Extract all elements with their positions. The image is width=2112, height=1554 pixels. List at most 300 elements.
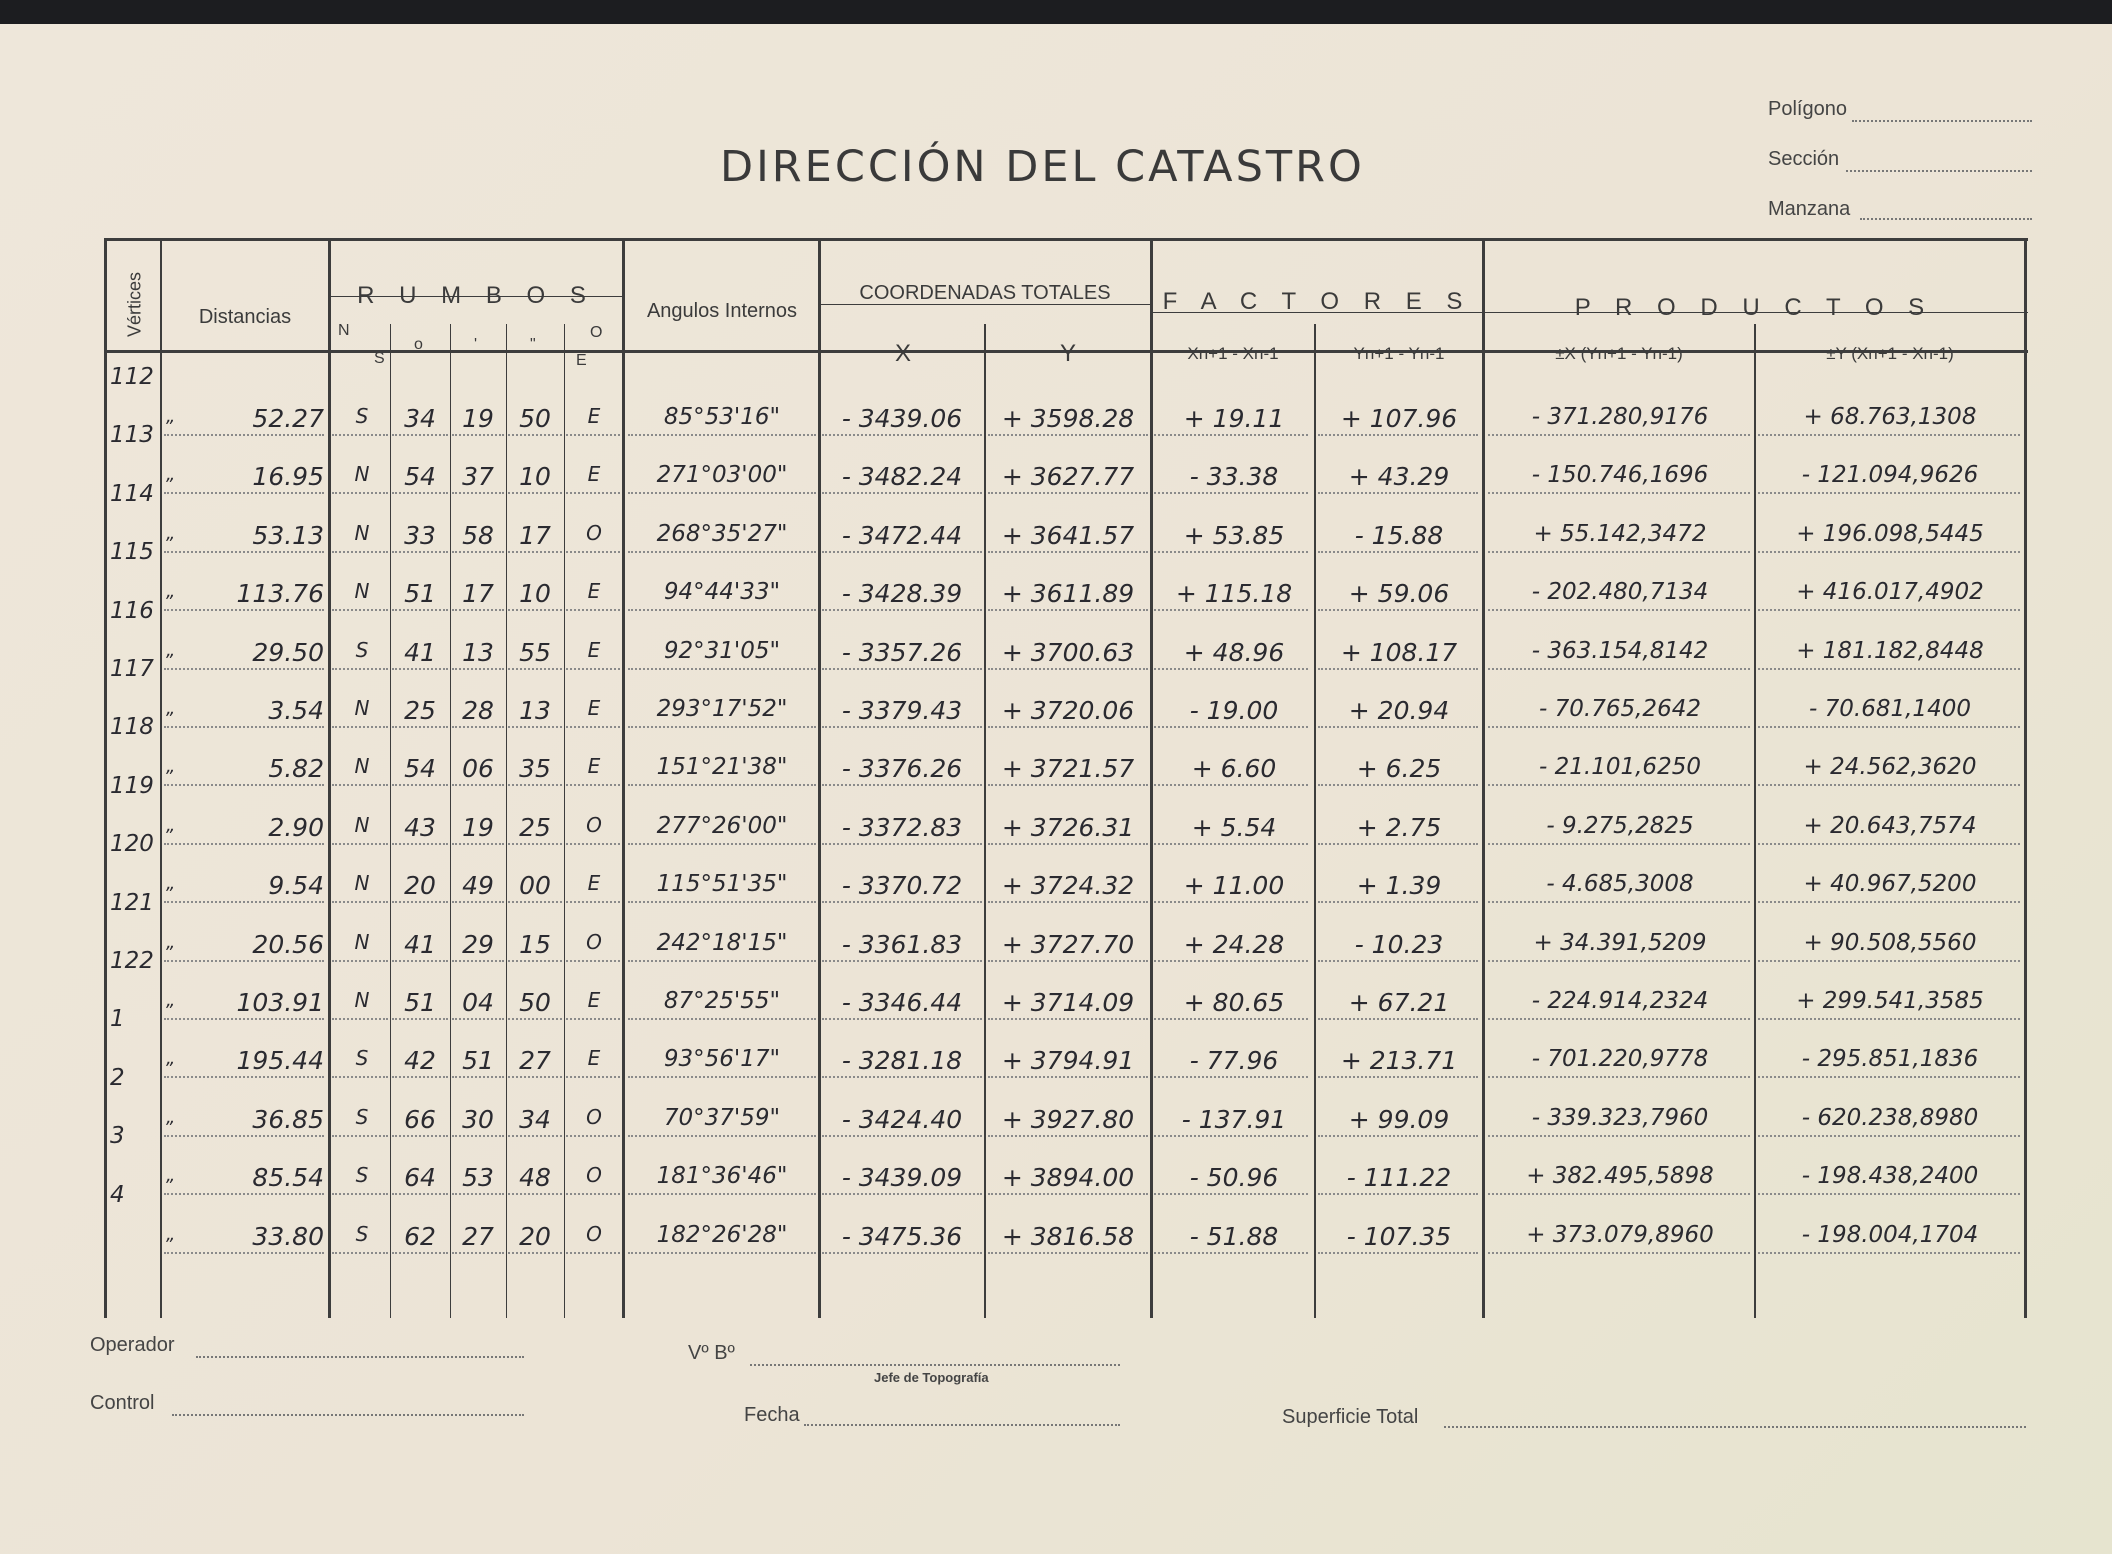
row-dotted-line <box>164 726 324 728</box>
row-dotted-line <box>822 668 982 670</box>
ditto-mark: „ <box>166 931 176 953</box>
row-dotted-line <box>332 784 388 786</box>
vertex-label: 4 <box>110 1181 125 1208</box>
row-dotted-line <box>332 1135 388 1137</box>
rumbos-deg: o <box>414 336 423 353</box>
vertex-label: 118 <box>110 714 154 741</box>
row-dotted-line <box>1154 1193 1308 1195</box>
cell-min: 58 <box>462 520 494 550</box>
cell-y: + 3727.70 <box>1001 929 1135 959</box>
cell-sec: 10 <box>519 462 551 492</box>
cell-fx: + 11.00 <box>1183 871 1285 901</box>
row-dotted-line <box>566 1135 620 1137</box>
row-dotted-line <box>566 901 620 903</box>
row-dotted-line <box>1758 901 2020 903</box>
cell-fx: - 77.96 <box>1189 1046 1279 1076</box>
ditto-mark: „ <box>166 639 176 661</box>
row-dotted-line <box>508 551 562 553</box>
col-line <box>984 324 986 1318</box>
rumbos-sec: " <box>530 336 536 353</box>
cell-dist: 103.91 <box>236 988 324 1017</box>
vertex-label: 1 <box>110 1006 125 1033</box>
row-dotted-line <box>508 901 562 903</box>
cell-py: + 40.967,5200 <box>1803 871 1977 898</box>
vertex-label: 116 <box>110 597 154 624</box>
row-dotted-line <box>822 609 982 611</box>
cell-x: - 3439.06 <box>841 404 963 433</box>
cell-deg: 51 <box>404 579 436 609</box>
row-dotted-line <box>566 492 620 494</box>
cell-x: - 3428.39 <box>841 579 963 609</box>
vertices-header-text: Vértices <box>124 271 145 338</box>
row-dotted-line <box>508 1076 562 1078</box>
cell-x: - 3376.26 <box>841 754 963 784</box>
row-dotted-line <box>1488 1252 1750 1254</box>
vertex-label: 117 <box>110 656 154 682</box>
row-dotted-line <box>452 960 504 962</box>
ditto-mark: „ <box>166 1165 176 1187</box>
cell-fx: + 48.96 <box>1183 637 1285 667</box>
row-dotted-line <box>1154 784 1308 786</box>
cell-x: - 3281.18 <box>841 1046 963 1076</box>
cell-fx: - 50.96 <box>1189 1163 1279 1193</box>
cell-deg: 42 <box>404 1046 436 1076</box>
cell-x: - 3346.44 <box>841 988 963 1017</box>
row-dotted-line <box>332 1018 388 1020</box>
row-dotted-line <box>452 1193 504 1195</box>
cell-fy: - 111.22 <box>1346 1163 1452 1193</box>
cell-fx: + 115.18 <box>1175 579 1293 609</box>
row-dotted-line <box>164 434 324 436</box>
cell-min: 13 <box>462 637 494 667</box>
row-dotted-line <box>452 1076 504 1078</box>
row-dotted-line <box>988 843 1148 845</box>
cell-fy: - 10.23 <box>1354 929 1444 959</box>
row-dotted-line <box>1758 960 2020 962</box>
vertex-label: 112 <box>110 364 154 390</box>
cell-ns: N <box>354 520 370 545</box>
cell-min: 29 <box>462 929 494 959</box>
row-dotted-line <box>392 1193 448 1195</box>
row-dotted-line <box>1488 784 1750 786</box>
row-dotted-line <box>1758 784 2020 786</box>
row-dotted-line <box>822 1252 982 1254</box>
row-dotted-line <box>452 1135 504 1137</box>
col-line <box>506 324 507 1318</box>
py-header: ±Y (Xn+1 - Xn-1) <box>1826 344 1954 363</box>
cell-oe: E <box>587 462 601 487</box>
row-dotted-line <box>164 668 324 670</box>
cell-fy: - 107.35 <box>1346 1221 1452 1251</box>
cell-sec: 50 <box>519 988 551 1017</box>
row-dotted-line <box>1488 551 1750 553</box>
cell-min: 49 <box>462 871 494 901</box>
cell-min: 19 <box>462 404 494 433</box>
row-dotted-line <box>988 492 1148 494</box>
row-dotted-line <box>1758 1076 2020 1078</box>
cell-angle: 181°36'46" <box>656 1163 788 1190</box>
row-dotted-line <box>566 609 620 611</box>
cell-ns: N <box>354 812 370 837</box>
cell-oe: E <box>587 696 601 720</box>
cell-angle: 94°44'33" <box>663 579 781 606</box>
cell-px: - 701.220,9778 <box>1531 1046 1709 1073</box>
row-dotted-line <box>164 609 324 611</box>
row-dotted-line <box>822 434 982 436</box>
row-dotted-line <box>1318 784 1478 786</box>
cell-py: + 68.763,1308 <box>1803 404 1977 430</box>
row-dotted-line <box>392 551 448 553</box>
cell-px: - 363.154,8142 <box>1531 637 1709 664</box>
cell-dist: 5.82 <box>268 754 324 784</box>
row-dotted-line <box>1488 1076 1750 1078</box>
cell-angle: 85°53'16" <box>663 404 781 430</box>
ditto-mark: „ <box>166 522 176 544</box>
cell-sec: 27 <box>519 1046 551 1076</box>
rumbos-e: E <box>576 352 587 369</box>
cell-oe: O <box>586 1104 602 1129</box>
row-dotted-line <box>628 1193 816 1195</box>
fx-header: Xn+1 - Xn-1 <box>1187 344 1279 363</box>
row-dotted-line <box>332 492 388 494</box>
row-dotted-line <box>452 843 504 845</box>
cell-sec: 34 <box>519 1104 551 1134</box>
row-dotted-line <box>1318 1076 1478 1078</box>
row-dotted-line <box>988 609 1148 611</box>
row-dotted-line <box>1318 726 1478 728</box>
row-dotted-line <box>392 960 448 962</box>
cell-px: - 224.914,2324 <box>1531 988 1709 1014</box>
row-dotted-line <box>508 960 562 962</box>
cell-sec: 55 <box>519 637 551 667</box>
row-dotted-line <box>822 843 982 845</box>
row-dotted-line <box>628 960 816 962</box>
cell-fy: + 59.06 <box>1348 579 1450 609</box>
cell-oe: O <box>586 520 602 545</box>
row-dotted-line <box>392 901 448 903</box>
cell-fy: - 15.88 <box>1354 520 1444 550</box>
fy-header: Yn+1 - Yn-1 <box>1353 344 1445 363</box>
cell-angle: 182°26'28" <box>656 1221 788 1248</box>
row-dotted-line <box>1758 726 2020 728</box>
row-dotted-line <box>822 784 982 786</box>
productos-header: P R O D U C T O S <box>1574 294 1934 321</box>
row-dotted-line <box>1758 609 2020 611</box>
row-dotted-line <box>164 960 324 962</box>
cell-sec: 20 <box>519 1221 551 1251</box>
col-line <box>104 238 107 1318</box>
row-dotted-line <box>164 1076 324 1078</box>
cell-deg: 64 <box>404 1163 436 1193</box>
cell-fy: + 1.39 <box>1356 871 1442 901</box>
row-dotted-line <box>628 1252 816 1254</box>
row-dotted-line <box>822 1193 982 1195</box>
cell-y: + 3598.28 <box>1001 404 1135 433</box>
cell-x: - 3439.09 <box>841 1163 963 1193</box>
cell-px: - 202.480,7134 <box>1531 579 1709 606</box>
cell-py: + 181.182,8448 <box>1796 637 1984 664</box>
row-dotted-line <box>1488 901 1750 903</box>
col-line <box>160 238 162 1318</box>
poligono-field <box>1852 120 2032 122</box>
cell-dist: 16.95 <box>252 462 324 492</box>
row-dotted-line <box>508 1193 562 1195</box>
cell-oe: E <box>587 988 601 1012</box>
row-dotted-line <box>1758 668 2020 670</box>
cell-py: + 299.541,3585 <box>1796 988 1984 1014</box>
row-dotted-line <box>1758 434 2020 436</box>
cell-sec: 10 <box>519 579 551 609</box>
row-dotted-line <box>628 1076 816 1078</box>
row-dotted-line <box>508 1135 562 1137</box>
row-dotted-line <box>1318 960 1478 962</box>
cell-oe: E <box>587 754 601 779</box>
row-dotted-line <box>164 843 324 845</box>
row-dotted-line <box>566 1076 620 1078</box>
fecha-label: Fecha <box>744 1404 800 1426</box>
row-dotted-line <box>332 1076 388 1078</box>
cell-sec: 48 <box>519 1163 551 1193</box>
ditto-mark: „ <box>166 756 176 778</box>
cell-py: + 416.017,4902 <box>1796 579 1984 606</box>
cell-py: - 70.681,1400 <box>1809 696 1971 722</box>
cell-fx: - 33.38 <box>1189 462 1279 492</box>
rumbos-o: O <box>590 324 603 341</box>
col-line <box>2024 238 2027 1318</box>
row-dotted-line <box>1758 1018 2020 1020</box>
row-dotted-line <box>1154 1076 1308 1078</box>
operador-label: Operador <box>90 1334 175 1356</box>
cell-oe: O <box>586 1221 602 1246</box>
row-dotted-line <box>628 1135 816 1137</box>
row-dotted-line <box>1488 434 1750 436</box>
cell-ns: N <box>354 462 370 487</box>
row-dotted-line <box>1154 609 1308 611</box>
cell-deg: 41 <box>404 929 436 959</box>
cell-y: + 3641.57 <box>1001 520 1135 550</box>
vertex-label: 113 <box>110 422 154 449</box>
px-header: ±X (Yn+1 - Yn-1) <box>1555 344 1683 363</box>
row-dotted-line <box>164 551 324 553</box>
rumbos-header: R U M B O S <box>357 282 595 309</box>
row-dotted-line <box>392 668 448 670</box>
cell-x: - 3361.83 <box>841 929 963 959</box>
row-dotted-line <box>822 1076 982 1078</box>
row-dotted-line <box>508 609 562 611</box>
cell-py: + 24.562,3620 <box>1803 754 1977 781</box>
row-dotted-line <box>1318 609 1478 611</box>
row-dotted-line <box>452 609 504 611</box>
cell-px: - 4.685,3008 <box>1546 871 1694 898</box>
row-dotted-line <box>164 784 324 786</box>
row-dotted-line <box>164 1252 324 1254</box>
row-dotted-line <box>988 726 1148 728</box>
row-dotted-line <box>628 726 816 728</box>
row-dotted-line <box>1154 492 1308 494</box>
row-dotted-line <box>628 668 816 670</box>
control-field <box>172 1414 524 1416</box>
row-dotted-line <box>822 960 982 962</box>
cell-ns: S <box>355 1046 369 1071</box>
row-dotted-line <box>1154 843 1308 845</box>
row-dotted-line <box>822 1018 982 1020</box>
cell-min: 19 <box>462 812 494 842</box>
row-dotted-line <box>508 1018 562 1020</box>
row-dotted-line <box>1758 1135 2020 1137</box>
row-dotted-line <box>392 1135 448 1137</box>
cell-px: - 21.101,6250 <box>1539 754 1701 781</box>
cell-oe: E <box>587 1046 601 1071</box>
col-line <box>818 238 821 1318</box>
row-dotted-line <box>1318 1135 1478 1137</box>
row-dotted-line <box>452 1252 504 1254</box>
cell-oe: E <box>587 579 601 604</box>
cell-ns: S <box>355 1221 369 1246</box>
ditto-mark: „ <box>166 1106 176 1128</box>
row-dotted-line <box>822 726 982 728</box>
row-dotted-line <box>1154 668 1308 670</box>
row-dotted-line <box>508 843 562 845</box>
vobo-field <box>750 1364 1120 1366</box>
row-dotted-line <box>988 551 1148 553</box>
ditto-mark: „ <box>166 406 176 427</box>
cell-min: 51 <box>462 1046 494 1076</box>
cell-y: + 3927.80 <box>1001 1104 1135 1134</box>
row-dotted-line <box>164 1018 324 1020</box>
cell-dist: 3.54 <box>268 696 324 725</box>
row-dotted-line <box>566 668 620 670</box>
row-dotted-line <box>1318 843 1478 845</box>
row-dotted-line <box>332 434 388 436</box>
row-dotted-line <box>1488 843 1750 845</box>
cell-ns: N <box>354 871 370 896</box>
row-dotted-line <box>332 609 388 611</box>
cell-y: + 3726.31 <box>1001 812 1135 842</box>
factores-header: F A C T O R E S <box>1162 288 1472 315</box>
cell-dist: 29.50 <box>252 637 324 667</box>
row-dotted-line <box>1154 960 1308 962</box>
seccion-field <box>1846 170 2032 172</box>
cell-fx: + 24.28 <box>1183 929 1285 959</box>
cell-x: - 3357.26 <box>841 637 963 667</box>
cell-ns: N <box>354 754 370 779</box>
superficie-field <box>1444 1426 2026 1428</box>
cell-sec: 15 <box>519 929 551 959</box>
cell-py: - 121.094,9626 <box>1801 462 1979 489</box>
cell-y: + 3724.32 <box>1001 871 1135 901</box>
vertex-label: 115 <box>110 539 154 566</box>
cell-dist: 195.44 <box>236 1046 324 1076</box>
poligono-label: Polígono <box>1768 98 1847 120</box>
row-dotted-line <box>1318 492 1478 494</box>
row-dotted-line <box>1488 492 1750 494</box>
row-dotted-line <box>1318 1018 1478 1020</box>
cell-fx: + 19.11 <box>1183 404 1285 433</box>
fecha-field <box>804 1424 1120 1426</box>
cell-sec: 00 <box>519 871 551 901</box>
row-dotted-line <box>392 726 448 728</box>
row-dotted-line <box>628 492 816 494</box>
cell-fx: + 5.54 <box>1191 812 1277 842</box>
cell-oe: O <box>586 1163 602 1188</box>
row-dotted-line <box>566 1018 620 1020</box>
cell-deg: 54 <box>404 462 436 492</box>
col-line <box>328 238 331 1318</box>
cell-py: - 620.238,8980 <box>1801 1104 1979 1131</box>
row-dotted-line <box>392 492 448 494</box>
cell-x: - 3370.72 <box>841 871 963 901</box>
row-dotted-line <box>1318 434 1478 436</box>
cell-py: - 295.851,1836 <box>1801 1046 1979 1073</box>
cell-oe: E <box>587 871 601 896</box>
cell-y: + 3700.63 <box>1001 637 1135 667</box>
jefe-label: Jefe de Topografía <box>874 1370 989 1385</box>
cell-py: - 198.438,2400 <box>1801 1163 1979 1190</box>
cell-angle: 242°18'15" <box>656 929 788 956</box>
row-dotted-line <box>1154 1135 1308 1137</box>
row-dotted-line <box>332 843 388 845</box>
row-dotted-line <box>1154 434 1308 436</box>
cell-min: 37 <box>462 462 494 492</box>
row-dotted-line <box>1318 668 1478 670</box>
cell-oe: O <box>586 929 602 954</box>
cell-oe: E <box>587 637 601 662</box>
cell-min: 53 <box>462 1163 494 1193</box>
cell-y: + 3720.06 <box>1001 696 1135 725</box>
cell-angle: 87°25'55" <box>663 988 781 1014</box>
cell-angle: 151°21'38" <box>656 754 788 781</box>
rumbos-s: S <box>374 350 385 367</box>
angulos-header: Angulos Internos <box>646 300 798 322</box>
row-dotted-line <box>1758 492 2020 494</box>
cell-x: - 3482.24 <box>841 462 963 492</box>
row-dotted-line <box>452 901 504 903</box>
cell-x: - 3424.40 <box>841 1104 963 1134</box>
cell-fx: + 53.85 <box>1183 520 1285 550</box>
operador-field <box>196 1356 524 1358</box>
cell-px: - 9.275,2825 <box>1546 812 1694 839</box>
manzana-label: Manzana <box>1768 198 1851 220</box>
cell-px: - 70.765,2642 <box>1539 696 1701 722</box>
cell-ns: N <box>354 929 370 954</box>
row-dotted-line <box>1488 1135 1750 1137</box>
table-top-border <box>104 238 2028 241</box>
row-dotted-line <box>822 1135 982 1137</box>
vobo-label: Vº Bº <box>688 1342 735 1364</box>
cell-deg: 41 <box>404 637 436 667</box>
row-dotted-line <box>508 492 562 494</box>
row-dotted-line <box>392 784 448 786</box>
row-dotted-line <box>164 492 324 494</box>
cell-py: - 198.004,1704 <box>1801 1221 1979 1248</box>
cell-y: + 3794.91 <box>1001 1046 1135 1076</box>
cell-px: - 150.746,1696 <box>1531 462 1709 489</box>
cell-angle: 268°35'27" <box>656 520 788 547</box>
col-line <box>564 324 565 1318</box>
row-dotted-line <box>164 1135 324 1137</box>
row-dotted-line <box>566 434 620 436</box>
cell-ns: S <box>355 637 369 662</box>
row-dotted-line <box>452 492 504 494</box>
row-dotted-line <box>566 1252 620 1254</box>
col-line <box>622 238 625 1318</box>
cell-ns: S <box>355 1104 369 1129</box>
row-dotted-line <box>332 551 388 553</box>
ditto-mark: „ <box>166 581 176 603</box>
cell-angle: 271°03'00" <box>656 462 788 489</box>
row-dotted-line <box>452 726 504 728</box>
row-dotted-line <box>508 668 562 670</box>
